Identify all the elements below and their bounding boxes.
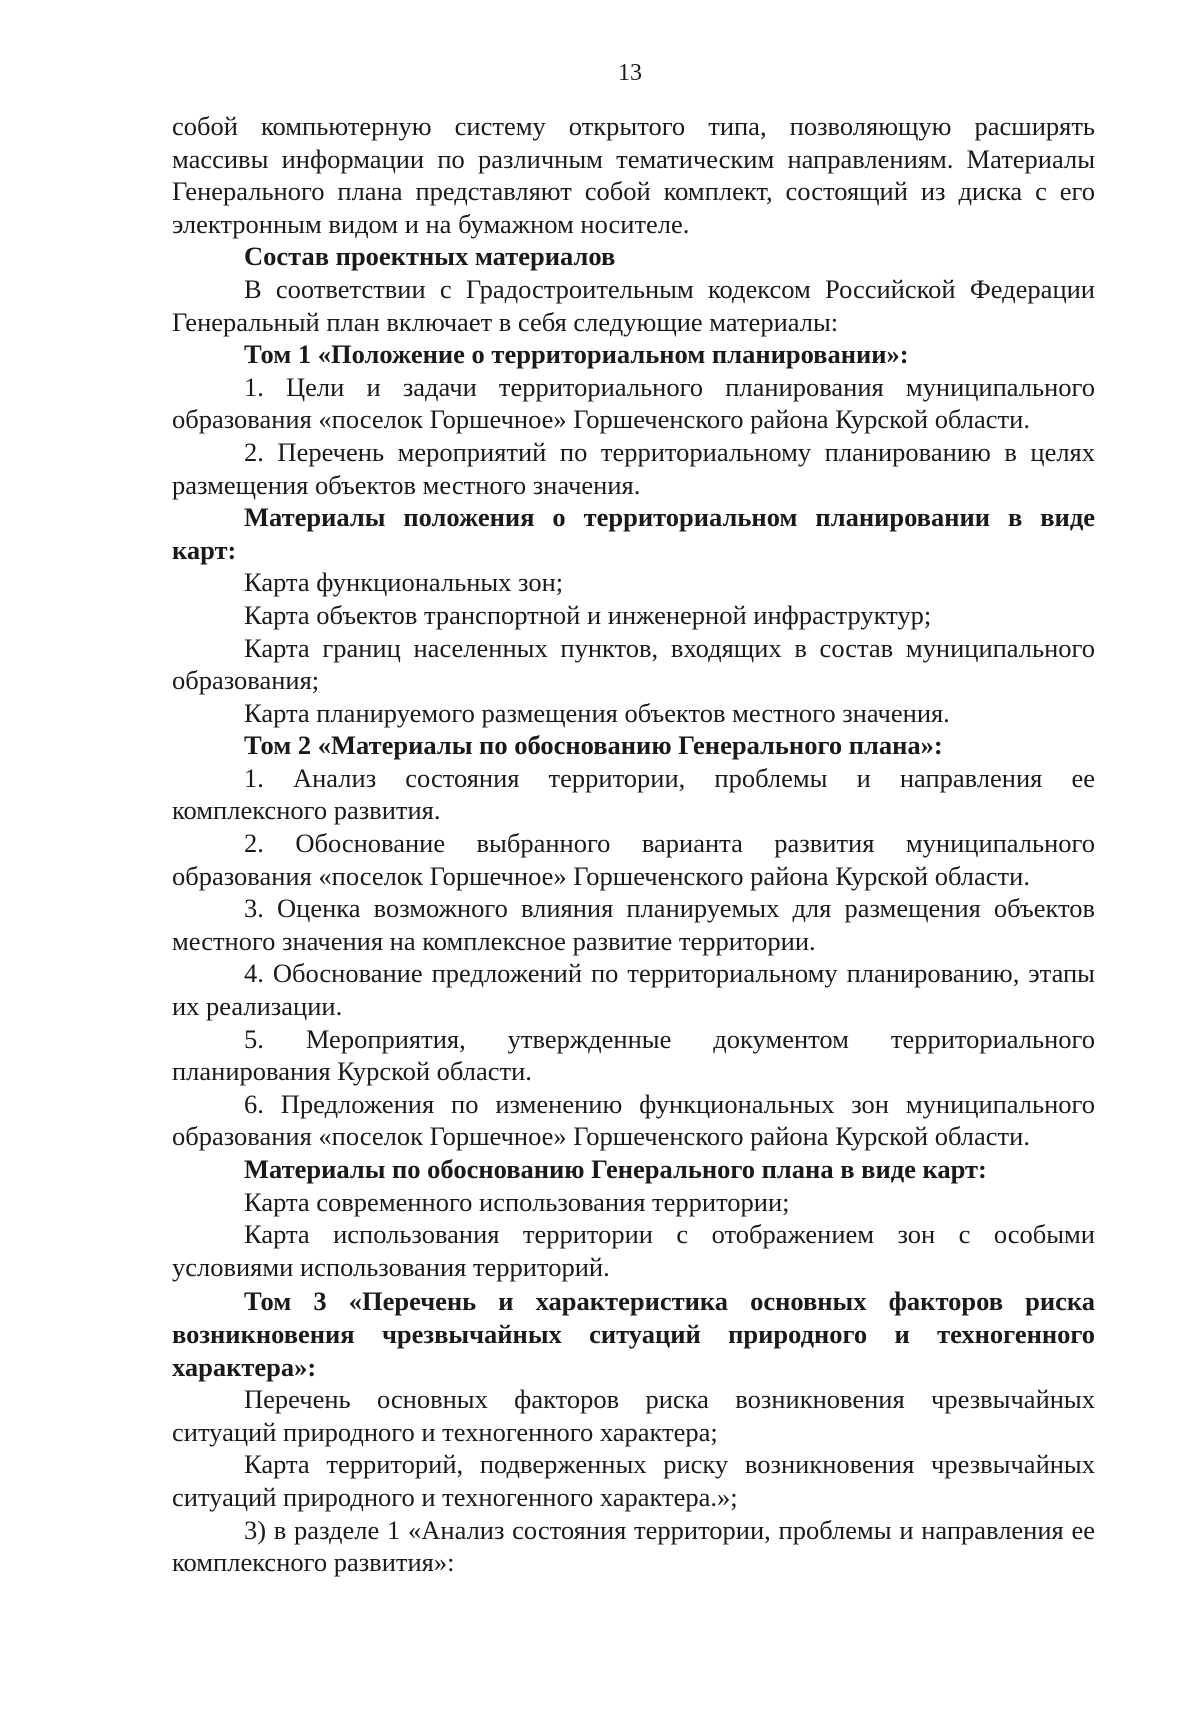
map-item-current-use: Карта современного использования территории;	[244, 1186, 790, 1217]
map-item-local-objects: Карта планируемого размещения объектов местного значения.	[244, 697, 950, 728]
paragraph-gradcode: В соответствии с Градостроительным кодексом Российской Федерации Генеральный план включает в себя следующие материалы:	[172, 273, 1095, 337]
paragraph-section-1: 3) в разделе 1 «Анализ состояния территории, проблемы и направления ее комплексного развития»:	[172, 1514, 1095, 1578]
list-item-vol1-2: 2. Перечень мероприятий по территориальному планированию в целях размещения объектов местного значения.	[172, 436, 1095, 500]
map-item-special-zones: Карта использования территории с отображением зон с особыми условиями использования территорий.	[172, 1219, 1095, 1282]
list-item-vol2-2: 2. Обоснование выбранного варианта развития муниципального образования «поселок Горшечное» Горшеченского района Курской области.	[172, 828, 1095, 891]
heading-volume-3: Том 3 «Перечень и характеристика основных факторов риска возникновения чрезвычайных ситуаций природного и техногенного характера»:	[172, 1286, 1095, 1382]
heading-vol2-maps: Материалы по обоснованию Генерального плана в виде карт:	[244, 1154, 987, 1184]
heading-volume-1: Том 1 «Положение о территориальном планировании»:	[244, 339, 909, 370]
heading-vol1-maps: Материалы положения о территориальном планировании в виде карт:	[172, 502, 1095, 565]
paragraph-intro-continuation: собой компьютерную систему открытого типа, позволяющую расширять массивы информации по различным тематическим направлениям. Материалы Генерального плана представляют собой комплект, состоящий из диска с его электронным видом и на бумажном носителе.	[172, 111, 1095, 239]
map-item-risk-territories: Карта территорий, подверженных риску возникновения чрезвычайных ситуаций природного и техногенного характера.»;	[172, 1449, 1095, 1512]
map-item-infrastructure: Карта объектов транспортной и инженерной инфраструктур;	[244, 599, 932, 630]
map-item-functional-zones: Карта функциональных зон;	[244, 567, 564, 598]
heading-project-materials: Состав проектных материалов	[244, 241, 616, 272]
list-item-vol2-3: 3. Оценка возможного влияния планируемых для размещения объектов местного значения на комплексное развитие территории.	[172, 893, 1095, 956]
document-body	[172, 110, 1095, 1579]
list-item-vol2-6: 6. Предложения по изменению функциональных зон муниципального образования «поселок Горшечное» Горшеченского района Курской области.	[172, 1088, 1095, 1152]
list-item-vol2-4: 4. Обоснование предложений по территориальному планированию, этапы их реализации.	[172, 958, 1095, 1022]
page-number: 13	[618, 60, 642, 86]
list-item-vol2-1: 1. Анализ состояния территории, проблемы и направления ее комплексного развития.	[172, 762, 1095, 826]
map-item-settlement-borders: Карта границ населенных пунктов, входящих в состав муниципального образования;	[172, 632, 1095, 696]
list-item-vol1-1: 1. Цели и задачи территориального планирования муниципального образования «поселок Горшечное» Горшеченского района Курской области.	[172, 371, 1095, 435]
list-item-vol2-5: 5. Мероприятия, утвержденные документом территориального планирования Курской области.	[172, 1023, 1095, 1087]
heading-volume-2: Том 2 «Материалы по обоснованию Генерального плана»:	[244, 730, 943, 761]
list-item-vol3-risk-factors: Перечень основных факторов риска возникновения чрезвычайных ситуаций природного и техногенного характера;	[172, 1384, 1095, 1447]
